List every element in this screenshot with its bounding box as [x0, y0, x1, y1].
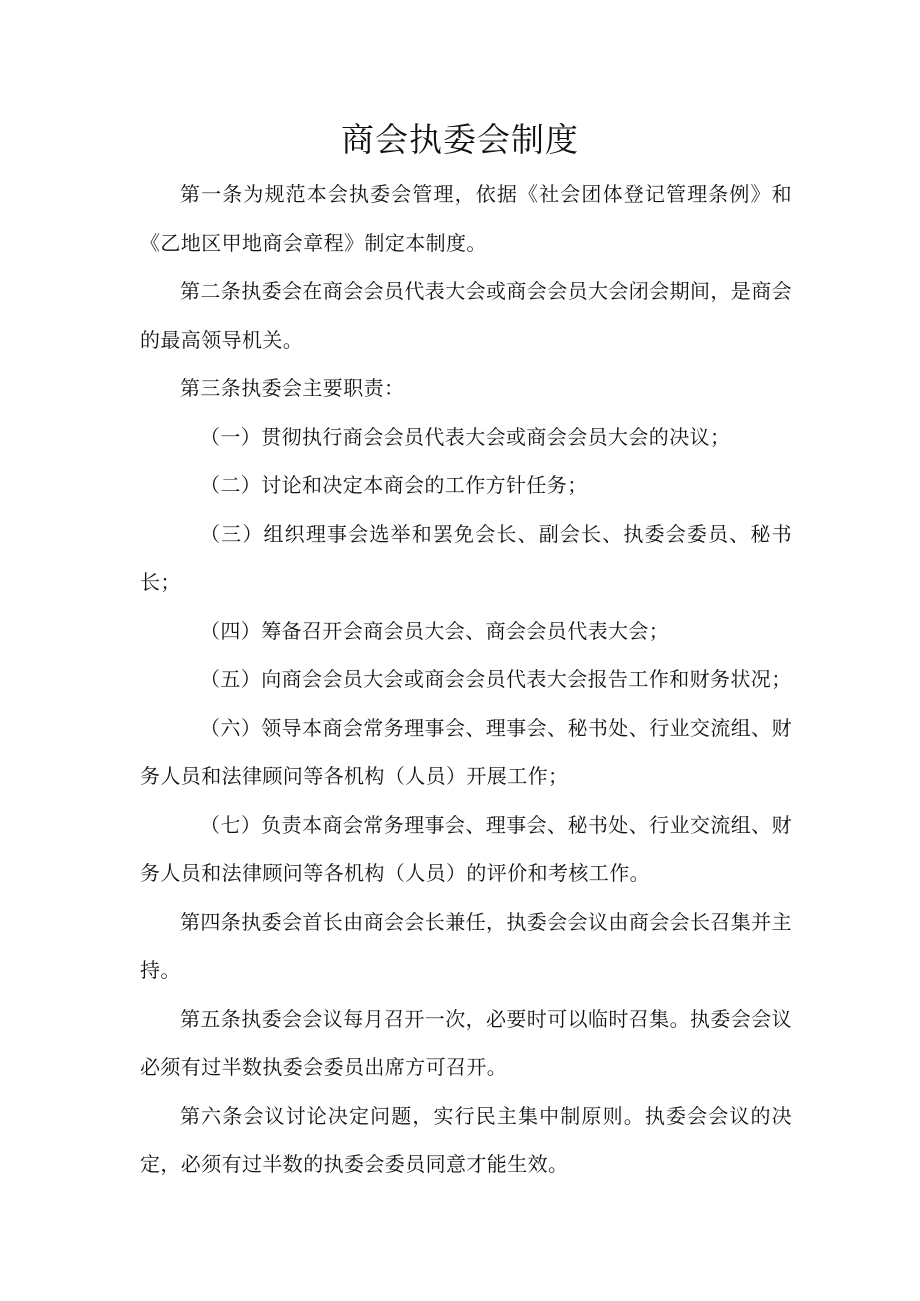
paragraph-duty-6: （六）领导本商会常务理事会、理事会、秘书处、行业交流组、财务人员和法律顾问等各机构（人员）开展工作；	[140, 715, 792, 788]
paragraph-article-6: 第六条会议讨论决定问题，实行民主集中制原则。执委会会议的决定，必须有过半数的执委会委员同意才能生效。	[140, 1103, 792, 1176]
paragraph-duty-4: （四）筹备召开会商会员大会、商会会员代表大会；	[200, 618, 670, 643]
paragraph-article-4: 第四条执委会首长由商会会长兼任，执委会会议由商会会长召集并主持。	[140, 909, 792, 982]
paragraph-duty-3: （三）组织理事会选举和罢免会长、副会长、执委会委员、秘书长；	[140, 521, 792, 594]
paragraph-article-5: 第五条执委会会议每月召开一次，必要时可以临时召集。执委会会议必须有过半数执委会委员出席方可召开。	[140, 1006, 792, 1079]
paragraph-duty-7: （七）负责本商会常务理事会、理事会、秘书处、行业交流组、财务人员和法律顾问等各机构（人员）的评价和考核工作。	[140, 812, 792, 885]
paragraph-article-2: 第二条执委会在商会会员代表大会或商会会员大会闭会期间，是商会的最高领导机关。	[140, 279, 792, 352]
paragraph-duty-1: （一）贯彻执行商会会员代表大会或商会会员大会的决议；	[200, 424, 731, 449]
paragraph-article-3: 第三条执委会主要职责：	[180, 376, 405, 400]
document-body	[140, 170, 792, 1189]
paragraph-duty-2: （二）讨论和决定本商会的工作方针任务；	[200, 473, 588, 497]
paragraph-article-1: 第一条为规范本会执委会管理，依据《社会团体登记管理条例》和《乙地区甲地商会章程》制定本制度。	[140, 182, 792, 255]
paragraph-duty-5: （五）向商会会员大会或商会会员代表大会报告工作和财务状况；	[200, 667, 792, 691]
document-title: 商会执委会制度	[341, 120, 579, 159]
